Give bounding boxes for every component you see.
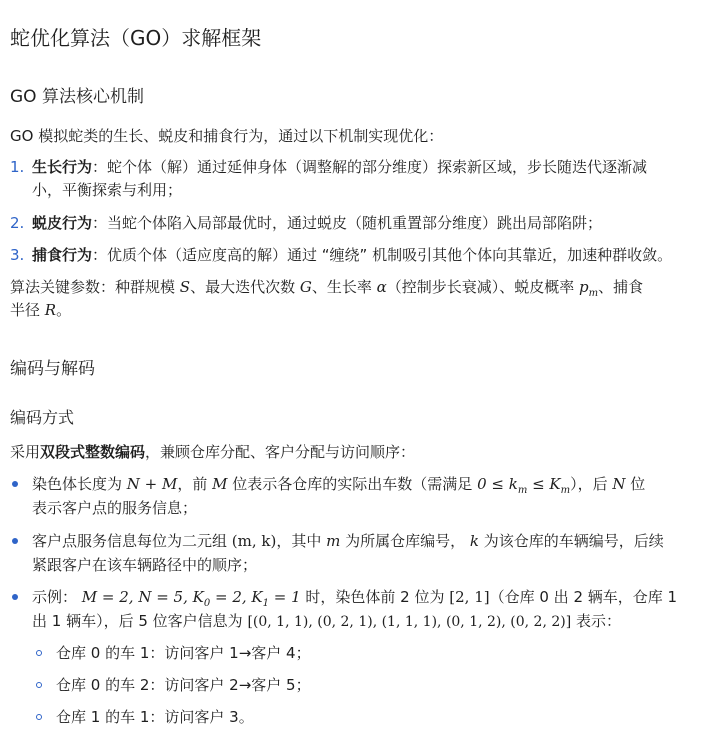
bullet-text-cont: 紧跟客户在该车辆路径中的顺序； bbox=[32, 556, 258, 574]
encoding-intro: 采用双段式整数编码，兼顾仓库分配、客户分配与访问顺序： bbox=[10, 443, 416, 461]
params-line-2: 半径 R。 bbox=[10, 301, 72, 319]
bullet-text-cont: 表示客户点的服务信息； bbox=[32, 499, 198, 517]
subheading-encoding-method: 编码方式 bbox=[10, 408, 75, 427]
section-heading-mechanism: GO 算法核心机制 bbox=[10, 87, 144, 107]
sub-bullet-circle bbox=[36, 714, 42, 720]
list-number: 2. bbox=[10, 214, 25, 232]
mechanism-intro: GO 模拟蛇类的生长、蜕皮和捕食行为，通过以下机制实现优化： bbox=[10, 127, 444, 145]
bullet-text-cont: 出 1 辆车），后 5 位客户信息为 [(0, 1, 1), (0, 2, 1), (1, 1, 1), (0, 1, 2), (0, 2, 2)] 表示： bbox=[32, 612, 621, 630]
list-item-text: 蜕皮行为：当蛇个体陷入局部最优时，通过蜕皮（随机重置部分维度）跳出局部陷阱； bbox=[32, 214, 603, 232]
params-line-1: 算法关键参数：种群规模 S、最大迭代次数 G、生长率 α（控制步长衰减）、蜕皮概率 $p_m$、捕食 bbox=[10, 278, 644, 299]
list-item-text-cont: 小，平衡探索与利用； bbox=[32, 181, 183, 199]
list-number: 3. bbox=[10, 246, 25, 264]
bullet-text: 染色体长度为 N + M，前 M 位表示各仓库的实际出车数（需满足 $0 \le k_m \le K_m$），后 N 位 bbox=[32, 475, 646, 496]
bullet-text: 客户点服务信息每位为二元组 (m, k)，其中 m 为所属仓库编号， k 为该仓库的车辆编号，后续 bbox=[32, 532, 664, 550]
bullet-dot bbox=[12, 481, 18, 487]
bullet-dot bbox=[12, 594, 18, 600]
sub-bullet-circle bbox=[36, 682, 42, 688]
bullet-dot bbox=[12, 538, 18, 544]
bullet-text: 示例： M = 2, N = 5, $K_0 = 2$, $K_1 = 1$ 时，染色体前 2 位为 [2, 1]（仓库 0 出 2 辆车，仓库 1 bbox=[32, 588, 678, 609]
list-item-text: 捕食行为：优质个体（适应度高的解）通过 “缠绕” 机制吸引其他个体向其靠近，加速种群收敛。 bbox=[32, 246, 673, 264]
section-heading-encoding: 编码与解码 bbox=[10, 359, 95, 379]
sub-bullet-circle bbox=[36, 650, 42, 656]
page-title: 蛇优化算法（GO）求解框架 bbox=[10, 26, 262, 50]
list-number: 1. bbox=[10, 158, 25, 176]
list-item-text: 生长行为：蛇个体（解）通过延伸身体（调整解的部分维度）探索新区域，步长随迭代逐渐减 bbox=[32, 158, 648, 176]
